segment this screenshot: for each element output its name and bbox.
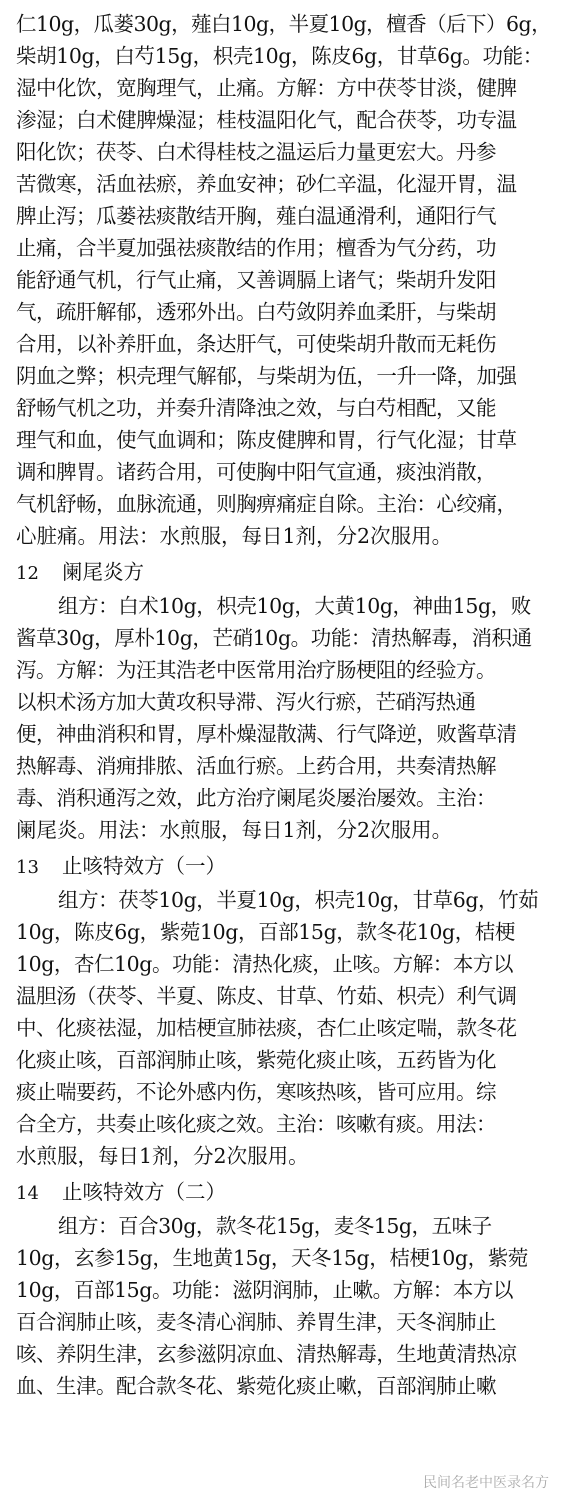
text-line: 调和脾胃。诸药合用，可使胸中阳气宣通，痰浊消散，	[16, 460, 496, 484]
text-line: 气机舒畅，血脉流通，则胸痹痛症自除。主治：心绞痛，	[16, 492, 517, 516]
text-line: 止痛，合半夏加强祛痰散结的作用；檀香为气分药，功	[16, 236, 496, 260]
text-line: 血、生津。配合款冬花、紫菀化痰止嗽，百部润肺止嗽	[16, 1374, 496, 1398]
text-line: 毒、消积通泻之效，此方治疗阑尾炎屡治屡效。主治：	[16, 786, 496, 810]
text-line: 热解毒、消痈排脓、活血行瘀。上药合用，共奏清热解	[16, 754, 496, 778]
text-line: 合全方，共奏止咳化痰之效。主治：咳嗽有痰。用法：	[16, 1112, 496, 1136]
text-line: 渗湿；白术健脾燥湿；桂枝温阳化气，配合茯苓，功专温	[16, 108, 517, 132]
section-number: 14	[16, 1183, 39, 1204]
text-line: 10g，杏仁10g。功能：清热化痰，止咳。方解：本方以	[16, 952, 514, 976]
text-line: 泻。方解：为汪其浩老中医常用治疗肠梗阻的经验方。	[16, 658, 496, 682]
text-line: 仁10g，瓜蒌30g，薤白10g，半夏10g，檀香（后下）6g，	[16, 12, 552, 36]
text-line: 阴血之弊；枳壳理气解郁，与柴胡为伍，一升一降，加强	[16, 364, 517, 388]
section-number: 13	[16, 857, 39, 878]
text-line: 脾止泻；瓜蒌祛痰散结开胸，薤白温通滑利，通阳行气	[16, 204, 496, 228]
text-line: 10g，陈皮6g，紫菀10g，百部15g，款冬花10g，桔梗	[16, 920, 515, 944]
text-line: 10g，百部15g。功能：滋阴润肺，止嗽。方解：本方以	[16, 1278, 514, 1302]
text-line: 酱草30g，厚朴10g，芒硝10g。功能：清热解毒，消积通	[16, 626, 532, 650]
text-line: 合用，以补养肝血，条达肝气，可使柴胡升散而无耗伤	[16, 332, 496, 356]
text-line: 组方：百合30g，款冬花15g，麦冬15g，五味子	[58, 1214, 492, 1238]
text-line: 化痰止咳，百部润肺止咳，紫菀化痰止咳，五药皆为化	[16, 1048, 496, 1072]
text-line: 水煎服，每日1剂，分2次服用。	[16, 1144, 309, 1168]
text-line: 能舒通气机，行气止痛，又善调膈上诸气；柴胡升发阳	[16, 268, 496, 292]
section-title: 止咳特效方（一）	[62, 854, 226, 878]
text-line: 中、化痰祛湿，加桔梗宣肺祛痰，杏仁止咳定喘，款冬花	[16, 1016, 517, 1040]
text-line: 气，疏肝解郁，透邪外出。白芍敛阴养血柔肝，与柴胡	[16, 300, 496, 324]
text-line: 便，神曲消积和胃，厚朴燥湿散满、行气降逆，败酱草清	[16, 722, 517, 746]
text-line: 阑尾炎。用法：水煎服，每日1剂，分2次服用。	[16, 818, 453, 842]
section-number: 12	[16, 563, 39, 584]
text-line: 咳、养阴生津，玄参滋阴凉血、清热解毒，生地黄清热凉	[16, 1342, 517, 1366]
text-line: 温胆汤（茯苓、半夏、陈皮、甘草、竹茹、枳壳）利气调	[16, 984, 517, 1008]
section-heading	[0, 1176, 563, 1208]
text-line: 组方：茯苓10g，半夏10g，枳壳10g，甘草6g，竹茹	[58, 888, 539, 912]
text-line: 阳化饮；茯苓、白术得桂枝之温运后力量更宏大。丹参	[16, 140, 496, 164]
watermark: 民间名老中医录名方	[423, 1472, 549, 1492]
section-title: 阑尾炎方	[62, 560, 144, 584]
text-line: 百合润肺止咳，麦冬清心润肺、养胃生津，天冬润肺止	[16, 1310, 496, 1334]
text-line: 心脏痛。用法：水煎服，每日1剂，分2次服用。	[16, 524, 453, 548]
text-line: 苦微寒，活血祛瘀，养血安神；砂仁辛温，化湿开胃，温	[16, 172, 517, 196]
text-line: 痰止喘要药，不论外感内伤，寒咳热咳，皆可应用。综	[16, 1080, 496, 1104]
section-heading	[0, 850, 563, 882]
text-line: 10g，玄参15g，生地黄15g，天冬15g，桔梗10g，紫菀	[16, 1246, 528, 1270]
text-line: 湿中化饮，宽胸理气，止痛。方解：方中茯苓甘淡，健脾	[16, 76, 517, 100]
text-line: 柴胡10g，白芍15g，枳壳10g，陈皮6g，甘草6g。功能：	[16, 44, 543, 68]
section-title: 止咳特效方（二）	[62, 1180, 226, 1204]
text-line: 以枳术汤方加大黄攻积导滞、泻火行瘀，芒硝泻热通	[16, 690, 476, 714]
text-line: 舒畅气机之功，并奏升清降浊之效，与白芍相配，又能	[16, 396, 496, 420]
text-line: 理气和血，使气血调和；陈皮健脾和胃，行气化湿；甘草	[16, 428, 517, 452]
text-line: 组方：白术10g，枳壳10g，大黄10g，神曲15g，败	[58, 594, 531, 618]
section-heading	[0, 556, 563, 588]
